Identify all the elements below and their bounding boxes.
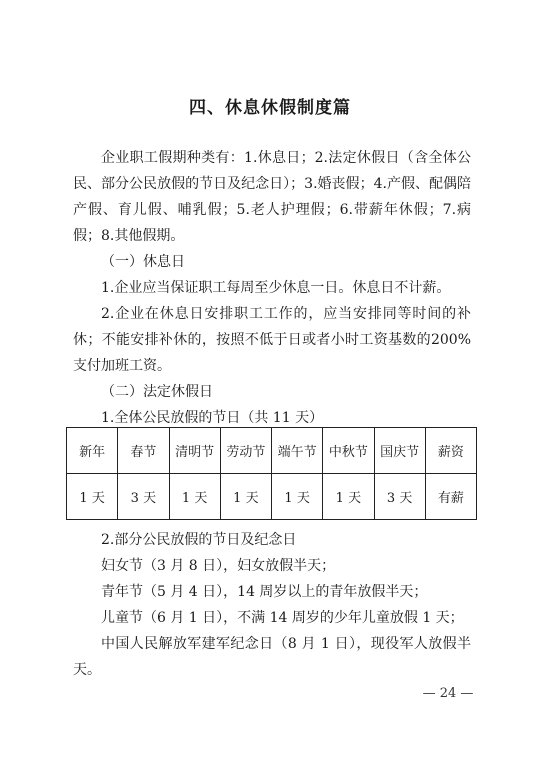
table-header-cell: 劳动节	[220, 428, 271, 474]
table-row	[67, 474, 477, 520]
table-header-cell: 中秋节	[323, 428, 374, 474]
table-cell: 3 天	[118, 474, 169, 520]
table-header-cell: 清明节	[169, 428, 220, 474]
table-header-cell: 新年	[67, 428, 118, 474]
table-header-cell: 端午节	[272, 428, 323, 474]
table-header-cell: 国庆节	[374, 428, 425, 474]
rest-day-item-2: 2.企业在休息日安排职工工作的，应当安排同等时间的补休；不能安排补休的，按照不低于日或者小时工资基数的200%支付加班工资。	[73, 306, 471, 374]
intro-block	[73, 145, 471, 431]
list-item: 青年节（5 月 4 日），14 周岁以上的青年放假半天；	[101, 584, 428, 600]
table-cell: 1 天	[323, 474, 374, 520]
list-item: 中国人民解放军建军纪念日（8 月 1 日），现役军人放假半天。	[73, 636, 471, 678]
table-cell: 1 天	[169, 474, 220, 520]
subheading-partial-holidays: 2.部分公民放假的节日及纪念日	[101, 532, 297, 548]
section-heading-rest-day: （一）休息日	[101, 254, 185, 270]
table-cell: 1 天	[67, 474, 118, 520]
holiday-table	[66, 427, 477, 520]
table-cell: 有薪	[425, 474, 476, 520]
page-title: 四、休息休假制度篇	[189, 98, 351, 118]
table-cell: 3 天	[374, 474, 425, 520]
table-cell: 1 天	[272, 474, 323, 520]
subheading-all-citizens-holidays: 1.全体公民放假的节日（共 11 天）	[101, 410, 324, 426]
table-cell: 1 天	[220, 474, 271, 520]
list-item: 妇女节（3 月 8 日），妇女放假半天；	[101, 558, 336, 574]
rest-day-item-1: 1.企业应当保证职工每周至少休息一日。休息日不计薪。	[101, 280, 451, 296]
table-header-cell: 春节	[118, 428, 169, 474]
list-item: 儿童节（6 月 1 日），不满 14 周岁的少年儿童放假 1 天；	[101, 610, 464, 626]
table-header-row	[67, 428, 477, 474]
partial-holidays-block	[73, 527, 471, 683]
section-heading-statutory-holidays: （二）法定休假日	[101, 384, 213, 400]
page-number: — 24 —	[422, 686, 474, 701]
intro-paragraph: 企业职工假期种类有：1.休息日；2.法定休假日（含全体公民、部分公民放假的节日及纪念日）；3.婚丧假；4.产假、配偶陪产假、育儿假、哺乳假；5.老人护理假；6.带薪年休假；7.病假；8.其他假期。	[73, 150, 471, 244]
table-header-cell: 薪资	[425, 428, 476, 474]
